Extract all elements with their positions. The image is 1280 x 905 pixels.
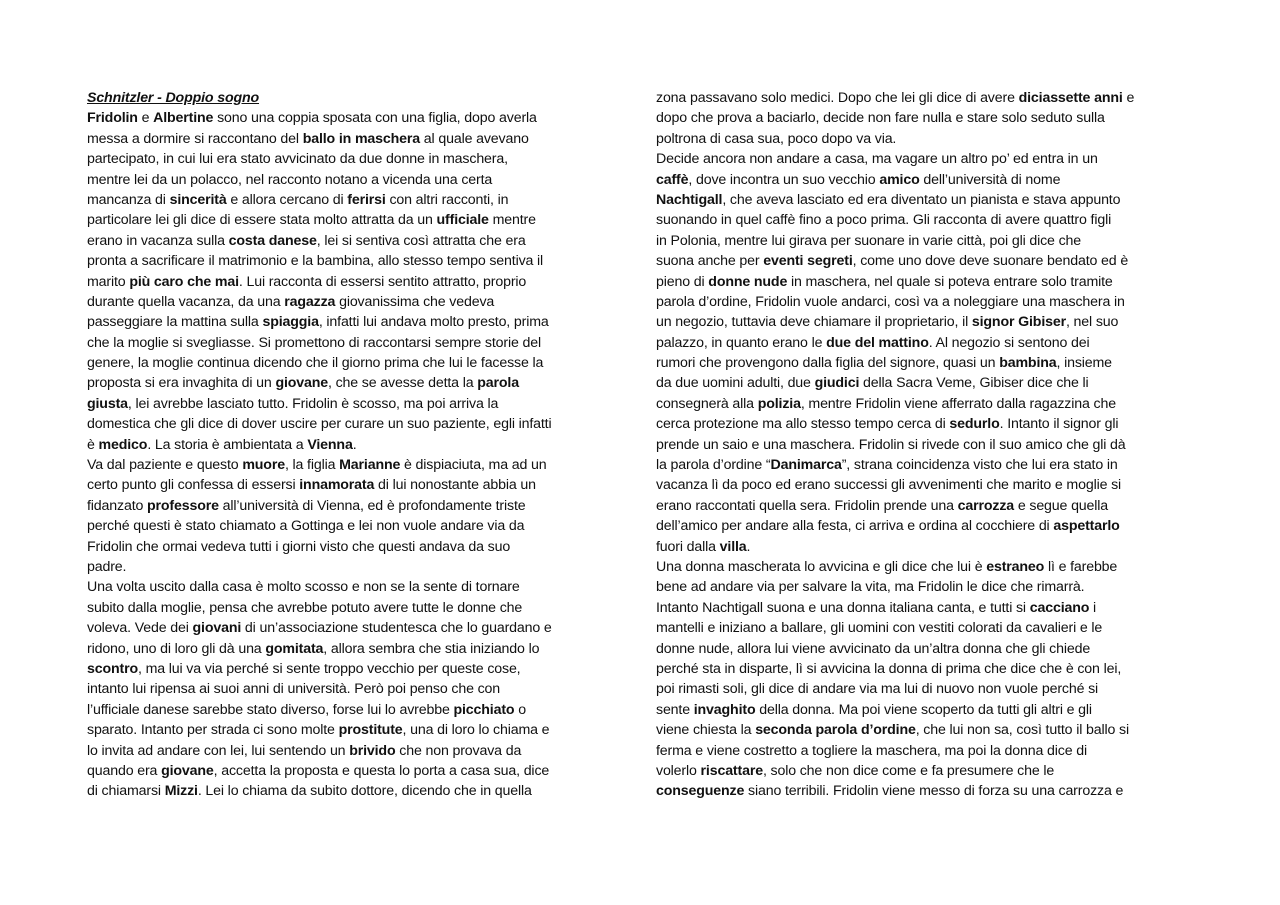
text-line: [656, 129, 1178, 149]
body-text: palazzo, in quanto erano le: [656, 334, 827, 351]
text-line: [87, 333, 607, 353]
text-line: [656, 373, 1178, 393]
text-line: [656, 210, 1178, 230]
text-line: [656, 394, 1178, 414]
body-text: di lui nonostante abbia un: [374, 477, 536, 494]
text-line: [656, 190, 1178, 210]
body-text: , mentre Fridolin viene afferrato dalla ragazzina che: [800, 395, 1116, 412]
body-text: dell’amico per andare alla festa, ci arriva e ordina al cocchiere di: [656, 518, 1054, 535]
emphasis-text: caffè: [656, 171, 689, 188]
body-text: . La storia è ambientata a: [147, 436, 308, 453]
body-text: . Al negozio si sentono dei: [928, 334, 1090, 351]
body-text: i: [1089, 599, 1097, 616]
text-line: [87, 149, 607, 169]
text-line: [87, 537, 607, 557]
body-text: un negozio, tuttavia deve chiamare il proprietario, il: [656, 314, 972, 331]
body-text: ferma e viene costretto a togliere la maschera, ma poi la donna dice di: [656, 742, 1087, 759]
text-line: [87, 108, 607, 128]
text-line: [656, 272, 1178, 292]
text-line: [87, 129, 607, 149]
body-text: l’ufficiale danese sarebbe stato diverso, forse lui lo avrebbe: [87, 701, 454, 718]
text-line: [87, 516, 607, 536]
emphasis-text: cacciano: [1029, 599, 1090, 616]
text-line: [87, 190, 607, 210]
text-line: [87, 475, 607, 495]
body-text: dopo che prova a baciarlo, decide non fare nulla e stare solo seduto sulla: [656, 110, 1105, 127]
emphasis-text: due del mattino: [826, 334, 929, 351]
emphasis-text: professore: [147, 497, 219, 514]
body-text: subito dalla moglie, pensa che avrebbe potuto avere tutte le donne che: [87, 599, 523, 616]
body-text: erano in vacanza sulla: [87, 232, 229, 249]
emphasis-text: scontro: [87, 660, 138, 677]
body-text: passeggiare la mattina sulla: [87, 314, 263, 331]
emphasis-text: giudici: [814, 375, 860, 392]
body-text: marito: [87, 273, 130, 290]
text-line: [87, 741, 607, 761]
body-text: . Lui racconta di essersi sentito attratto, proprio: [238, 273, 527, 290]
body-text: dell’università di nome: [919, 171, 1061, 188]
body-text: pronta a sacrificare il matrimonio e la bambina, allo stesso tempo sentiva il: [87, 253, 544, 270]
text-line: [87, 557, 607, 577]
text-line: [656, 353, 1178, 373]
text-line: [656, 292, 1178, 312]
emphasis-text: ufficiale: [436, 212, 489, 229]
text-column-left: [87, 88, 607, 802]
body-text: Va dal paziente e questo: [87, 457, 243, 474]
emphasis-text: giovane: [275, 375, 328, 392]
text-line: [87, 210, 607, 230]
text-line: [87, 394, 607, 414]
body-text: pieno di: [656, 273, 709, 290]
body-text: e allora cercano di: [226, 191, 348, 208]
text-line: [87, 373, 607, 393]
emphasis-text: signor Gibiser: [971, 314, 1066, 331]
emphasis-text: prostitute: [338, 722, 403, 739]
emphasis-text: riscattare: [700, 762, 763, 779]
body-text: , accetta la proposta e questa lo porta a casa sua, dice: [213, 762, 550, 779]
text-line: [656, 700, 1178, 720]
text-line: [656, 659, 1178, 679]
emphasis-text: eventi segreti: [763, 253, 853, 270]
body-text: certo punto gli confessa di essersi: [87, 477, 300, 494]
body-text: mantelli e iniziano a ballare, gli uomini con vestiti colorati da cavalieri e le: [656, 620, 1103, 637]
emphasis-text: giovani: [192, 620, 242, 637]
body-text: particolare lei gli dice di essere stata molto attratta da un: [87, 212, 437, 229]
emphasis-text: estraneo: [986, 558, 1045, 575]
body-text: mentre lei da un polacco, nel racconto notano a vicenda una certa: [87, 171, 493, 188]
text-line: [87, 455, 607, 475]
text-line: [656, 741, 1178, 761]
body-text: sparato. Intanto per strada ci sono molte: [87, 722, 339, 739]
text-line: [87, 720, 607, 740]
body-text: da due uomini adulti, due: [656, 375, 815, 392]
emphasis-text: Fridolin: [87, 110, 138, 127]
body-text: della donna. Ma poi viene scoperto da tutti gli altri e gli: [755, 701, 1092, 718]
body-text: voleva. Vede dei: [87, 620, 193, 637]
body-text: che la moglie si svegliasse. Si promettono di raccontarsi sempre storie del: [87, 334, 541, 351]
text-line: [87, 170, 607, 190]
text-line: [656, 761, 1178, 781]
text-line: [87, 312, 607, 332]
body-text: suonando in quel caffè fino a poco prima. Gli racconta di avere quattro figli: [656, 212, 1112, 229]
body-text: Decide ancora non andare a casa, ma vagare un altro po’ ed entra in un: [656, 151, 1098, 168]
emphasis-text: Vienna: [307, 436, 353, 453]
text-line: [656, 414, 1178, 434]
emphasis-text: ballo in maschera: [302, 130, 421, 147]
body-text: ridono, uno di loro gli dà una: [87, 640, 266, 657]
emphasis-text: ferirsi: [347, 191, 386, 208]
body-text: è: [87, 436, 99, 453]
text-line: [87, 618, 607, 638]
body-text: cerca protezione ma allo stesso tempo cerca di: [656, 416, 950, 433]
text-line: [87, 251, 607, 271]
body-text: volerlo: [656, 762, 701, 779]
body-text: poi rimasti soli, gli dice di andare via ma lui di nuovo non vuole perché si: [656, 681, 1099, 698]
body-text: di un’associazione studentesca che lo guardano e: [241, 620, 552, 637]
text-line: [656, 720, 1178, 740]
emphasis-text: seconda parola d’ordine: [755, 722, 916, 739]
text-line: [656, 679, 1178, 699]
body-text: in maschera, nel quale si poteva entrare solo tramite: [787, 273, 1113, 290]
body-text: intanto lui ripensa ai suoi anni di università. Però poi penso che con: [87, 681, 501, 698]
body-text: , dove incontra un suo vecchio: [688, 171, 880, 188]
body-text: , lei si sentiva così attratta che era: [316, 232, 526, 249]
text-line: [656, 88, 1178, 108]
text-line: [87, 659, 607, 679]
emphasis-text: costa danese: [228, 232, 317, 249]
text-line: [656, 496, 1178, 516]
text-line: [656, 577, 1178, 597]
body-text: giovanissima che vedeva: [335, 293, 495, 310]
body-text: in Polonia, mentre lui girava per suonare in varie città, poi gli dice che: [656, 232, 1082, 249]
text-line: [656, 312, 1178, 332]
body-text: lo invita ad andare con lei, lui sentendo un: [87, 742, 350, 759]
body-text: , la figlia: [284, 457, 340, 474]
emphasis-text: Nachtigall: [656, 191, 723, 208]
body-text: e: [137, 110, 154, 127]
body-text: , che se avesse detta la: [328, 375, 478, 392]
text-line: [87, 272, 607, 292]
emphasis-text: amico: [879, 171, 920, 188]
text-line: [656, 781, 1178, 801]
emphasis-text: invaghito: [693, 701, 756, 718]
emphasis-text: spiaggia: [262, 314, 319, 331]
body-text: erano raccontati quella sera. Fridolin prende una: [656, 497, 958, 514]
emphasis-text: più caro che mai: [129, 273, 239, 290]
emphasis-text: Albertine: [153, 110, 214, 127]
body-text: genere, la moglie continua dicendo che il giorno prima che lui le facesse la: [87, 355, 544, 372]
body-text: con altri racconti, in: [385, 191, 509, 208]
body-text: perché sta in disparte, lì si avvicina la donna di prima che dice che è con lei,: [656, 660, 1122, 677]
body-text: , che aveva lasciato ed era diventato un pianista e stava appunto: [722, 191, 1121, 208]
body-text: bene ad andare via per salvare la vita, ma Fridolin le dice che rimarrà.: [656, 579, 1085, 596]
text-line: [656, 170, 1178, 190]
emphasis-text: Schnitzler - Doppio sogno: [87, 90, 260, 106]
body-text: rumori che provengono dalla figlia del signore, quasi un: [656, 355, 1000, 372]
body-text: proposta si era invaghita di un: [87, 375, 276, 392]
emphasis-text: parola: [477, 375, 519, 392]
body-text: fidanzato: [87, 497, 148, 514]
text-line: [87, 639, 607, 659]
body-text: di chiamarsi: [87, 783, 165, 800]
body-text: e: [1122, 90, 1135, 106]
emphasis-text: Danimarca: [770, 457, 842, 474]
text-line: [656, 251, 1178, 271]
text-line: [656, 537, 1178, 557]
emphasis-text: villa: [719, 538, 747, 555]
body-text: , nel suo: [1065, 314, 1119, 331]
body-text: sente: [656, 701, 694, 718]
body-text: viene chiesta la: [656, 722, 756, 739]
body-text: consegnerà alla: [656, 395, 758, 412]
body-text: domestica che gli dice di dover uscire per curare un suo paziente, egli infatti: [87, 416, 552, 433]
emphasis-text: carrozza: [957, 497, 1015, 514]
body-text: mancanza di: [87, 191, 170, 208]
body-text: parola d’ordine, Fridolin vuole andarci, così va a noleggiare una maschera in: [656, 293, 1125, 310]
text-line: [656, 231, 1178, 251]
emphasis-text: diciassette anni: [1018, 90, 1123, 106]
text-line: [87, 353, 607, 373]
document-title: [87, 88, 607, 108]
body-text: , che lui non sa, così tutto il ballo si: [915, 722, 1129, 739]
emphasis-text: sincerità: [169, 191, 227, 208]
text-line: [656, 333, 1178, 353]
text-line: [656, 149, 1178, 169]
emphasis-text: conseguenze: [656, 783, 745, 800]
emphasis-text: brivido: [349, 742, 396, 759]
body-text: della Sacra Veme, Gibiser dice che li: [859, 375, 1089, 392]
body-text: Una donna mascherata lo avvicina e gli dice che lui è: [656, 558, 987, 575]
body-text: padre.: [87, 558, 127, 575]
text-line: [656, 516, 1178, 536]
body-text: è dispiaciuta, ma ad un: [400, 457, 547, 474]
emphasis-text: Mizzi: [164, 783, 198, 800]
body-text: poltrona di casa sua, poco dopo va via.: [656, 130, 897, 147]
text-line: [656, 618, 1178, 638]
text-line: [87, 435, 607, 455]
text-line: [656, 557, 1178, 577]
text-line: [656, 598, 1178, 618]
body-text: suona anche per: [656, 253, 764, 270]
text-line: [87, 781, 607, 801]
text-line: [87, 496, 607, 516]
body-text: .: [352, 436, 357, 453]
emphasis-text: donne nude: [708, 273, 788, 290]
body-text: siano terribili. Fridolin viene messo di forza su una carrozza e: [744, 783, 1124, 800]
body-text: .: [746, 538, 751, 555]
emphasis-text: medico: [98, 436, 148, 453]
body-text: quando era: [87, 762, 162, 779]
body-text: , ma lui va via perché si sente troppo vecchio per queste cose,: [137, 660, 521, 677]
text-line: [87, 700, 607, 720]
body-text: durante quella vacanza, da una: [87, 293, 285, 310]
text-line: [87, 679, 607, 699]
text-line: [87, 292, 607, 312]
body-text: Fridolin che ormai vedeva tutti i giorni visto che questi andava da suo: [87, 538, 511, 555]
body-text: Intanto Nachtigall suona e una donna italiana canta, e tutti si: [656, 599, 1030, 616]
text-line: [656, 108, 1178, 128]
body-text: , infatti lui andava molto presto, prima: [318, 314, 549, 331]
body-text: , come uno dove deve suonare bendato ed è: [852, 253, 1129, 270]
body-text: mentre: [488, 212, 536, 229]
body-text: al quale avevano: [420, 130, 529, 147]
emphasis-text: polizia: [757, 395, 801, 412]
emphasis-text: Marianne: [339, 457, 401, 474]
body-text: zona passavano solo medici. Dopo che lei gli dice di avere: [656, 90, 1019, 106]
body-text: , una di loro lo chiama e: [402, 722, 550, 739]
emphasis-text: sedurlo: [949, 416, 1000, 433]
body-text: e segue quella: [1014, 497, 1109, 514]
text-column-right: [656, 88, 1178, 802]
text-line: [656, 639, 1178, 659]
body-text: partecipato, in cui lui era stato avvicinato da due donne in maschera,: [87, 151, 508, 168]
emphasis-text: bambina: [999, 355, 1057, 372]
body-text: Una volta uscito dalla casa è molto scosso e non se la sente di tornare: [87, 579, 520, 596]
emphasis-text: giovane: [161, 762, 214, 779]
body-text: all’università di Vienna, ed è profondamente triste: [218, 497, 526, 514]
emphasis-text: picchiato: [453, 701, 515, 718]
text-line: [656, 455, 1178, 475]
body-text: ”, strana coincidenza visto che lui era stato in: [841, 457, 1118, 474]
emphasis-text: gomitata: [265, 640, 324, 657]
body-text: , solo che non dice come e fa presumere che le: [762, 762, 1055, 779]
text-line: [87, 414, 607, 434]
emphasis-text: aspettarlo: [1053, 518, 1120, 535]
body-text: vacanza lì da poco ed erano successi gli avvenimenti che marito e moglie si: [656, 477, 1122, 494]
emphasis-text: ragazza: [284, 293, 336, 310]
body-text: . Intanto il signor gli: [999, 416, 1119, 433]
body-text: la parola d’ordine “: [656, 457, 771, 474]
emphasis-text: giusta: [87, 395, 128, 412]
body-text: che non provava da: [395, 742, 522, 759]
text-line: [87, 231, 607, 251]
text-line: [87, 761, 607, 781]
body-text: o: [514, 701, 526, 718]
body-text: sono una coppia sposata con una figlia, dopo averla: [213, 110, 537, 127]
body-text: . Lei lo chiama da subito dottore, dicendo che in quella: [197, 783, 532, 800]
body-text: fuori dalla: [656, 538, 720, 555]
body-text: perché questi è stato chiamato a Gottinga e lei non vuole andare via da: [87, 518, 525, 535]
text-line: [87, 598, 607, 618]
body-text: , allora sembra che stia iniziando lo: [323, 640, 540, 657]
text-line: [656, 435, 1178, 455]
body-text: messa a dormire si raccontano del: [87, 130, 303, 147]
text-line: [656, 475, 1178, 495]
body-text: lì e farebbe: [1044, 558, 1118, 575]
text-line: [87, 577, 607, 597]
body-text: donne nude, allora lui viene avvicinato da un’altra donna che gli chiede: [656, 640, 1091, 657]
body-text: , lei avrebbe lasciato tutto. Fridolin è scosso, ma poi arriva la: [127, 395, 499, 412]
body-text: prende un saio e una maschera. Fridolin si rivede con il suo amico che gli dà: [656, 436, 1126, 453]
emphasis-text: innamorata: [299, 477, 375, 494]
emphasis-text: muore: [242, 457, 285, 474]
body-text: , insieme: [1056, 355, 1112, 372]
